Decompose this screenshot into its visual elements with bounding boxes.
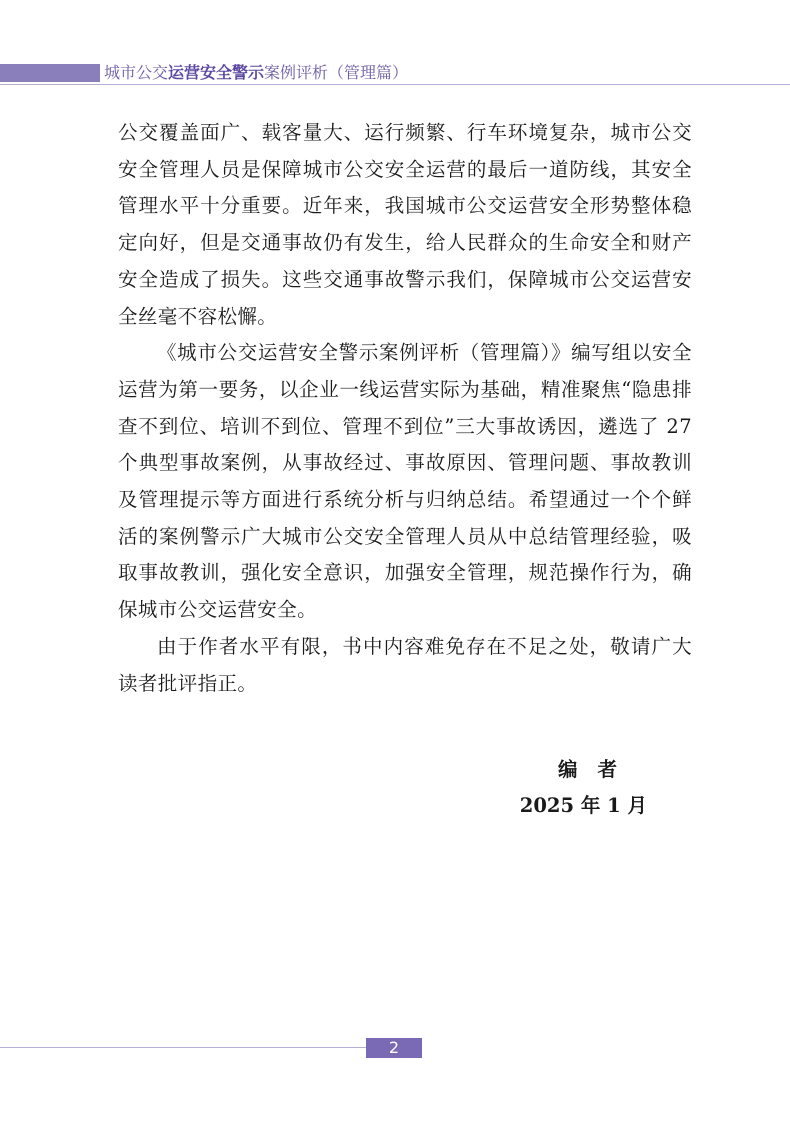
header-accent-bar [0, 64, 100, 82]
paragraph-1: 公交覆盖面广、载客量大、运行频繁、行车环境复杂，城市公交安全管理人员是保障城市公交安全运营的最后一道防线，其安全管理水平十分重要。近年来，我国城市公交运营安全形势整体稳定向好，但是交通事故仍有发生，给人民群众的生命安全和财产安全造成了损失。这些交通事故警示我们，保障城市公交运营安全丝毫不容松懈。 [118, 121, 692, 328]
signature-block [520, 752, 647, 824]
signature-date: 2025 年 1 月 [519, 794, 647, 817]
header-title-prefix: 城市公交 [104, 63, 169, 82]
running-header [104, 63, 408, 83]
header-title-suffix: 案例评析（管理篇） [264, 63, 409, 82]
footer-divider [0, 1047, 366, 1048]
preface-body [118, 115, 692, 702]
header-divider [0, 84, 790, 85]
paragraph-2: 《城市公交运营安全警示案例评析（管理篇）》编写组以安全运营为第一要务，以企业一线运营实际为基础，精准聚焦“隐患排查不到位、培训不到位、管理不到位”三大事故诱因，遴选了 27 个典型事故案例，从事故经过、事故原因、管理问题、事故教训及管理提示等方面进行系统分析与归纳总结。希望通过一个个鲜活的案例警示广大城市公交安全管理人员从中总结管理经验，吸取事故教训，强化安全意识，加强安全管理，规范操作行为，确保城市公交运营安全。 [118, 341, 692, 622]
page-number: 2 [366, 1038, 422, 1058]
signature-name: 编者 [557, 758, 637, 781]
paragraph-3: 由于作者水平有限，书中内容难免存在不足之处，敬请广大读者批评指正。 [118, 634, 692, 695]
header-title-highlight: 运营安全警示 [168, 63, 265, 82]
